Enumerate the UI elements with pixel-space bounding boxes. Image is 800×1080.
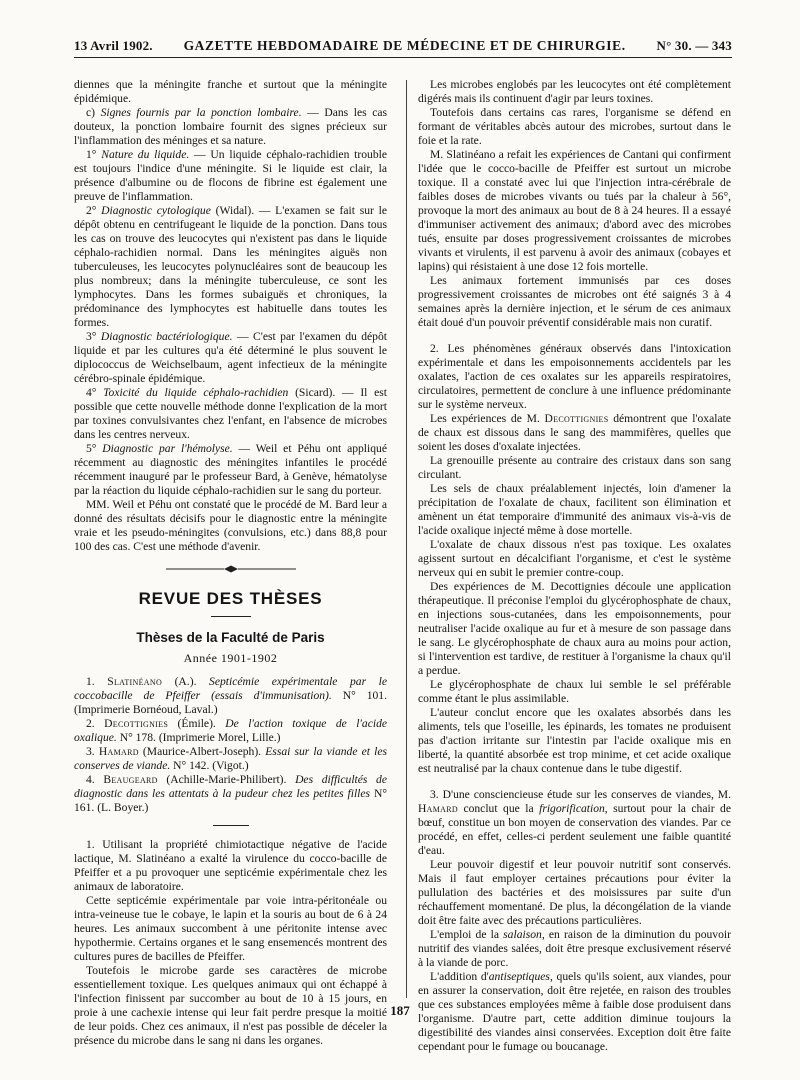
paragraph: L'addition d'antiseptiques, quels qu'ils soient, aux viandes, pour en assurer la conservation, doit être rejetée, en raison des troubles que ces substances employées même à faible dose produisent dans l'organisme. D'autre part, cette addition diminue toujours la digestibilité des viandes ainsi conservées. Exception doit être faite cependant pour le fumage ou boucanage. bbox=[418, 970, 732, 1053]
thesis-entry: 2. Decottignies (Émile). De l'action toxique de l'acide oxalique. N° 178. (Imprimerie Morel, Lille.) bbox=[74, 717, 388, 744]
paragraph: c) Signes fournis par la ponction lombaire. — Dans les cas douteux, la ponction lombaire fournit des signes précieux sur l'inflammation des méninges et sa nature. bbox=[74, 106, 388, 147]
paragraph: La grenouille présente au contraire des cristaux dans son sang circulant. bbox=[418, 454, 731, 481]
paragraph: L'oxalate de chaux dissous n'est pas toxique. Les oxalates agissent surtout en décalcifiant l'organisme, et c'est le système nerveux qui en subit le premier contre-coup. bbox=[418, 538, 731, 579]
section-title: REVUE DES THÈSES bbox=[138, 589, 323, 608]
left-column bbox=[74, 78, 387, 1048]
thesis-entry: 1. Slatinéano (A.). Septicémie expérimentale par le coccobacille de Pfeiffer (essais d'immunisation). N° 101. (Imprimerie Bornéoud, Laval.) bbox=[74, 675, 387, 716]
paragraph: 2° Diagnostic cytologique (Widal). — L'examen se fait sur le dépôt obtenu en centrifugeant le liquide de la ponction. Dans tous les cas on trouve des leucocytes qui n'existent pas dans le liquide céphalo-rachidien normal. Dans les méningites aiguës non tuberculeuses, les leucocytes polynucléaires sont de beaucoup les plus nombreux; dans la méningite tuberculeuse, ce sont les lymphocytes. Dans les formes subaiguës et chroniques, la prédominance des lymphocytes est habituelle dans toutes les formes. bbox=[74, 204, 387, 329]
paragraph: MM. Weil et Péhu ont constaté que le procédé de M. Bard leur a donné des résultats décisifs pour le diagnostic entre la méningite vraie et les pseudo-méningites (convulsions, etc.) dans 88,8 pour 100 des cas. C'est une méthode d'avenir. bbox=[74, 498, 387, 553]
page-number: 187 bbox=[390, 1003, 410, 1018]
subsection-title: Thèses de la Faculté de Paris bbox=[136, 630, 325, 645]
academic-year: Année 1901-1902 bbox=[183, 651, 278, 665]
paragraph: Les expériences de M. Decottignies démontrent que l'oxalate de chaux est dissous dans le sang des mammifères, quelles que soient les doses d'oxalate injectées. bbox=[418, 412, 731, 453]
paragraph: diennes que la méningite franche et surtout que la méningite épidémique. bbox=[74, 78, 387, 105]
running-header bbox=[74, 38, 732, 58]
paragraph: 1° Nature du liquide. — Un liquide céphalo-rachidien trouble est toujours l'indice d'une méningite. Si le liquide est clair, la présence d'albumine ou de flocons de fibrine est également une preuve de l'inflammation. bbox=[74, 148, 387, 203]
right-column bbox=[418, 78, 731, 1054]
paragraph: Toutefois le microbe garde ses caractères de microbe essentiellement toxique. Les quelques animaux qui ont échappé à l'infection finissent par succomber au bout de 10 à 15 jours, en proie à une cachexie intense qui leur fait perdre presque la moitié de leur poids. Chez ces animaux, il n'est pas possible de déceler la présence du microbe dans le sang ni dans les organes. bbox=[74, 964, 387, 1047]
journal-title: GAZETTE HEBDOMADAIRE DE MÉDECINE ET DE CHIRURGIE. bbox=[183, 38, 626, 53]
paragraph: 2. Les phénomènes généraux observés dans l'intoxication expérimentale et dans les empoisonnements accidentels par les oxalates, l'action de ces oxalates sur les appareils respiratoires, circulatoires, permettent de conclure à une influence prédominante sur le système nerveux. bbox=[418, 342, 731, 411]
paragraph: Leur pouvoir digestif et leur pouvoir nutritif sont conservés. Mais il faut employer certaines précautions pour éviter la pullulation des bactéries et des moisissures par suite d'un réchauffement momentané. De plus, la décongélation de la viande doit être faite avec des précautions particulières. bbox=[418, 858, 731, 927]
paragraph: L'auteur conclut encore que les oxalates absorbés dans les aliments, tels que l'oseille, les épinards, les tomates ne produisent pas d'action irritante sur l'intestin par l'acide oxalique mis en liberté, la quantité absorbée est trop minime, et cet acide oxalique est neutralisé par la chaux contenue dans le tube digestif. bbox=[418, 706, 731, 775]
paragraph: 4° Toxicité du liquide céphalo-rachidien (Sicard). — Il est possible que cette nouvelle méthode donne l'explication de la mort par toxines convulsivantes chez l'enfant, en l'absence de microbes dans les centres nerveux. bbox=[74, 386, 387, 441]
section-divider-ornament bbox=[74, 564, 387, 578]
column-rule bbox=[406, 80, 407, 998]
divider bbox=[213, 825, 249, 826]
paragraph: Toutefois dans certains cas rares, l'organisme se défend en formant de véritables abcès autour des microbes, surtout dans le foie et la rate. bbox=[418, 106, 731, 147]
paragraph: 3. D'une consciencieuse étude sur les conserves de viandes, M. Hamard conclut que la frigorification, surtout pour la chair de bœuf, constitue un bon moyen de conservation des viandes. Par ce procédé, en effet, celles-ci perdent seulement une faible quantité d'eau. bbox=[418, 788, 731, 857]
paragraph: Les microbes englobés par les leucocytes ont été complètement digérés mais ils continuent d'agir par leurs toxines. bbox=[418, 78, 731, 105]
paragraph: Cette septicémie expérimentale par voie intra-péritonéale ou intra-veineuse tue le cobaye, le lapin et la souris au bout de 6 à 24 heures. Les animaux succombent à une péritonite intense avec hypothermie. Certains organes et le sang ensemencés montrent des cultures pures de bacilles de Pfeiffer. bbox=[74, 894, 387, 963]
paragraph: 1. Utilisant la propriété chimiotactique négative de l'acide lactique, M. Slatinéano a exalté la virulence du cocco-bacille de Pfeiffer et a pu provoquer une septicémie expérimentale chez les animaux de laboratoire. bbox=[74, 838, 387, 893]
paragraph: Des expériences de M. Decottignies découle une application thérapeutique. Il préconise l'emploi du glycérophosphate de chaux, en injections sous-cutanées, dans les empoisonnements, pour neutraliser l'acide oxalique au fur et à mesure de son passage dans le sang. Le glycérophosphate de chaux aura au moins pour action, si l'intervention est tardive, de restituer à l'organisme la chaux qu'il a perdue. bbox=[418, 580, 731, 677]
header-date: 13 Avril 1902. bbox=[74, 38, 153, 53]
paragraph: 5° Diagnostic par l'hémolyse. — Weil et Péhu ont appliqué récemment au diagnostic des méningites infantiles le procédé récemment inauguré par le professeur Bard, à Genève, hématolyse par la réaction du liquide céphalo-rachidien sur le sang du porteur. bbox=[74, 442, 387, 497]
issue-page-number: N° 30. — 343 bbox=[656, 38, 732, 53]
thesis-entry: 3. Hamard (Maurice-Albert-Joseph). Essai sur la viande et les conserves de viande. N° 142. (Vigot.) bbox=[74, 745, 387, 772]
paragraph: Le glycérophosphate de chaux lui semble le sel préférable comme étant le plus assimilable. bbox=[418, 678, 731, 705]
paragraph: Les sels de chaux préalablement injectés, loin d'amener la précipitation de l'oxalate de chaux, facilitent son élimination et amènent un état temporaire d'immunité des animaux vis-à-vis de l'acide oxalique injecté même à dose mortelle. bbox=[418, 482, 731, 537]
title-underline bbox=[211, 616, 251, 617]
paragraph: M. Slatinéano a refait les expériences de Cantani qui confirment l'idée que le cocco-bacille de Pfeiffer est surtout un microbe toxique. Il a constaté avec lui que l'injection intra-cérébrale de faibles doses de microbes vivants ou tués par la chaleur à 56°, provoque la mort des animaux au bout de 8 à 24 heures. Il a essayé d'immuniser activement des animaux; d'abord avec des microbes tués, ensuite par doses progressivement croissantes de microbes vivants et virulents, il est parvenu à avoir des animaux (cobayes et lapins) qui résistaient à une dose 12 fois mortelle. bbox=[418, 148, 731, 273]
paragraph: Les animaux fortement immunisés par ces doses progressivement croissantes de microbes ont été saignés 3 à 4 semaines après la dernière injection, et le sérum de ces animaux était doué d'un pouvoir préventif considérable mais non curatif. bbox=[418, 274, 731, 329]
thesis-entry: 4. Beaugeard (Achille-Marie-Philibert). Des difficultés de diagnostic dans les attentats à la pudeur chez les petites filles N° 161. (L. Boyer.) bbox=[74, 773, 387, 814]
paragraph: 3° Diagnostic bactériologique. — C'est par l'examen du dépôt liquide et par les cultures qu'a été déterminé le plus souvent le diplococcus de Weichselbaum, agent infectieux de la méningite cérébro-spinale épidémique. bbox=[74, 330, 388, 385]
paragraph: L'emploi de la salaison, en raison de la diminution du pouvoir nutritif des viandes salées, doit être presque exclusivement réservé à la viande de porc. bbox=[418, 928, 731, 969]
